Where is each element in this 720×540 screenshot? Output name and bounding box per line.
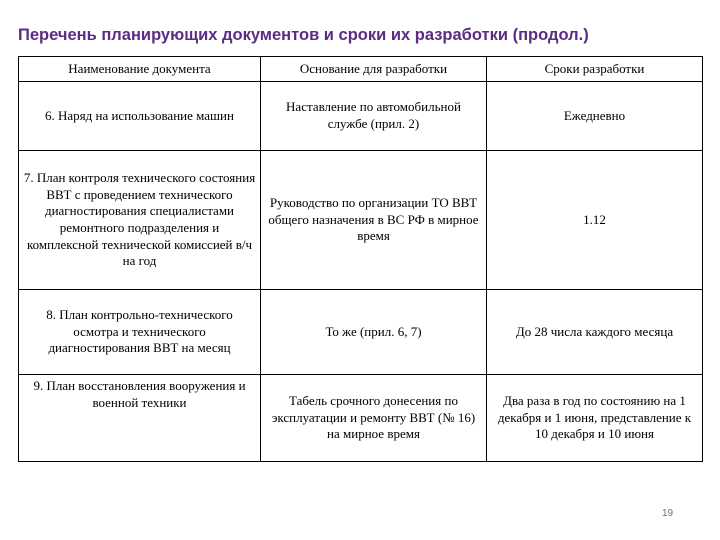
page-title: Перечень планирующих документов и сроки их разработки (продол.) [18,26,589,44]
table-header-row [19,57,703,82]
cell-deadline: До 28 числа каждого месяца [487,290,703,375]
cell-basis: Наставление по автомобильной службе (прил. 2) [261,82,487,151]
cell-basis: Табель срочного донесения по эксплуатации и ремонту ВВТ (№ 16) на мирное время [261,375,487,462]
cell-document-name: 6. Наряд на использование машин [19,82,261,151]
cell-deadline: 1.12 [487,151,703,290]
header-deadlines: Сроки разработки [487,57,703,82]
cell-deadline: Два раза в год по состоянию на 1 декабря и 1 июня, представление к 10 декабря и 10 июня [487,375,703,462]
table-row [19,82,703,151]
table-row [19,151,703,290]
cell-deadline: Ежедневно [487,82,703,151]
cell-document-name: 8. План контрольно-технического осмотра и технического диагностирования ВВТ на месяц [19,290,261,375]
cell-document-name: 7. План контроля технического состояния ВВТ с проведением технического диагностирования специалистами ремонтного подразделения и комплексной технической комиссией в/ч на год [19,151,261,290]
page-number: 19 [662,508,674,519]
cell-document-name: 9. План восстановления вооружения и военной техники [19,375,261,462]
header-document-name: Наименование документа [19,57,261,82]
table-row [19,290,703,375]
table-row [19,375,703,462]
documents-table [18,56,703,462]
cell-basis: То же (прил. 6, 7) [261,290,487,375]
cell-basis: Руководство по организации ТО ВВТ общего назначения в ВС РФ в мирное время [261,151,487,290]
header-basis: Основание для разработки [261,57,487,82]
